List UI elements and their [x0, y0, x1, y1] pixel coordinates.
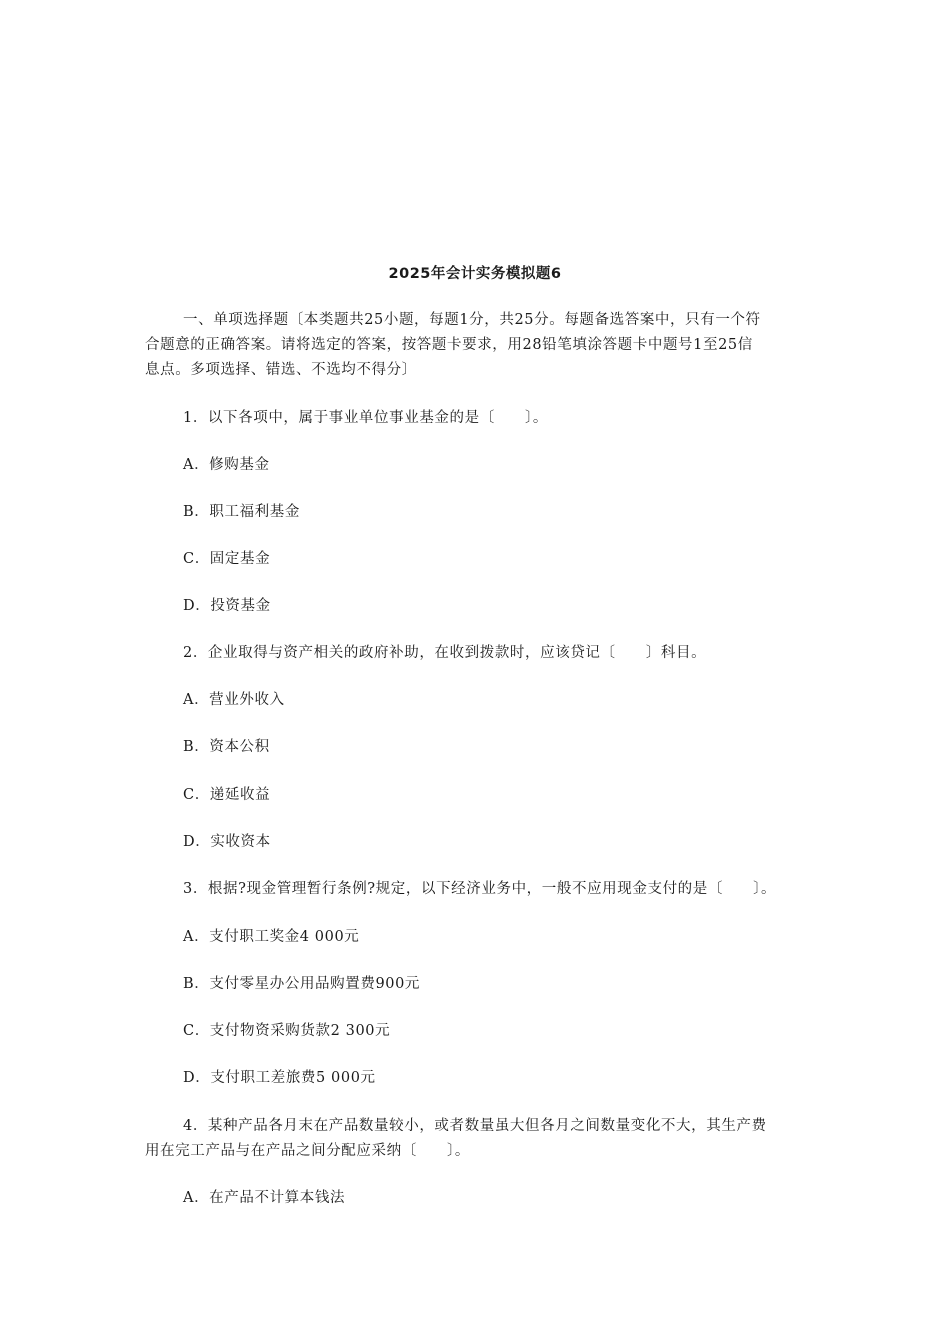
question-3-option-c: C．支付物资采购货款2 300元 [183, 1023, 391, 1039]
question-2-option-d: D．实收资本 [183, 834, 271, 850]
section-intro-line-1: 一、单项选择题〔本类题共25小题，每题1分，共25分。每题备选答案中，只有一个符 [183, 312, 761, 328]
page-title: 2025年会计实务模拟题6 [388, 266, 562, 282]
question-2-option-a: A．营业外收入 [183, 692, 285, 708]
question-1-option-d: D．投资基金 [183, 598, 271, 614]
section-intro-line-2: 合题意的正确答案。请将选定的答案，按答题卡要求，用28铅笔填涂答题卡中题号1至25信 [145, 337, 753, 353]
question-1-option-c: C．固定基金 [183, 551, 271, 567]
question-4-stem-line-2: 用在完工产品与在产品之间分配应采纳〔 〕。 [145, 1143, 470, 1159]
question-1-option-b: B．职工福利基金 [183, 504, 300, 520]
question-2-stem: 2．企业取得与资产相关的政府补助，在收到拨款时，应该贷记〔 〕科目。 [183, 645, 707, 661]
question-4-stem-line-1: 4．某种产品各月末在产品数量较小，或者数量虽大但各月之间数量变化不大，其生产费 [183, 1118, 767, 1134]
question-3-option-d: D．支付职工差旅费5 000元 [183, 1070, 376, 1086]
question-3-option-a: A．支付职工奖金4 000元 [183, 929, 360, 945]
question-3-stem: 3．根据?现金管理暂行条例?规定，以下经济业务中，一般不应用现金支付的是〔 〕。 [183, 881, 777, 897]
question-4-option-a: A．在产品不计算本钱法 [183, 1190, 346, 1206]
question-2-option-c: C．递延收益 [183, 787, 271, 803]
section-intro-line-3: 息点。多项选择、错选、不选均不得分〕 [145, 362, 417, 378]
question-2-option-b: B．资本公积 [183, 739, 270, 755]
question-1-stem: 1．以下各项中，属于事业单位事业基金的是〔 〕。 [183, 410, 548, 426]
question-3-option-b: B．支付零星办公用品购置费900元 [183, 976, 421, 992]
question-1-option-a: A．修购基金 [183, 457, 270, 473]
